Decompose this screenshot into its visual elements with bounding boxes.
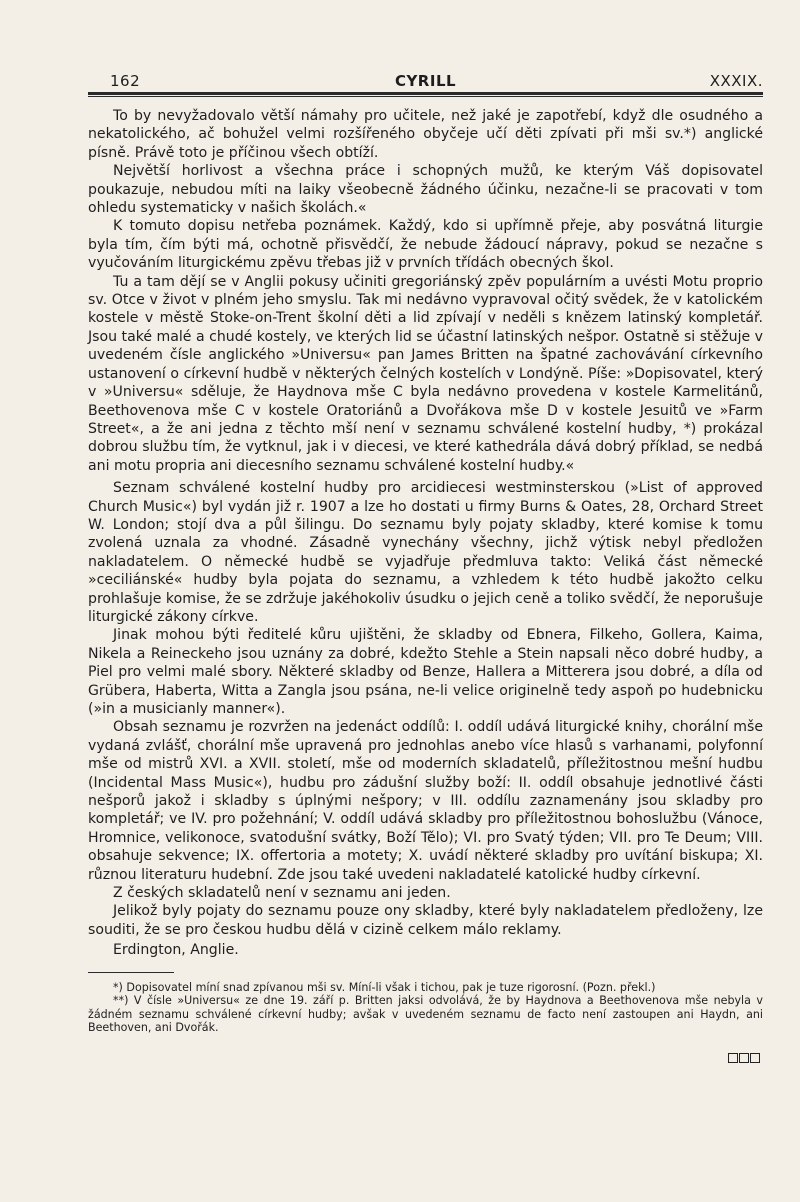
paragraph: Obsah seznamu je rozvržen na jedenáct oddílů: I. oddíl udává liturgické knihy, chorální mše vydaná zvlášť, chorální mše upravená pro jednohlas anebo více hlasů s varhanami, polyfonní mše od mistrů XVI. a XVII. století, mše od moderních skladatelů, příležitostnou mešní hudbu (Incidental Mass Music«), hudbu pro zádušní služby boží: II. oddíl obsahuje jednotlivé části nešporů jakož i skladby s úplnými nešpory; v III. oddílu zaznamenány jsou skladby pro kompletář; ve IV. pro požehnání; V. oddíl udává skladby pro příležitostnou bohoslužbu (Vánoce, Hromnice, velikonoce, svatodušní svátky, Boží Tělo); VI. pro Svatý týden; VII. pro Te Deum; VIII. obsahuje sekvence; IX. offertoria a motety; X. uvádí některé skladby pro uvítání biskupa; XI. různou literaturu hudební. Zde jsou také uvedeni nakladatelé katolické hudby církevní.: [88, 719, 763, 883]
running-title: CYRILL: [394, 72, 457, 90]
paragraph: K tomuto dopisu netřeba poznámek. Každý, kdo si upřímně přeje, aby posvátná liturgie byla tím, čím býti má, ochotně přisvědčí, že nebude žádoucí nápravy, pokud se nezačne s vyučováním liturgickému zpěvu třebas již v prvních třídách obecných škol.: [88, 218, 763, 272]
paragraph: To by nevyžadovalo větší námahy pro učitele, než jaké je zapotřebí, když dle osudného a nekatolického, ač bohužel velmi rozšířeného obyčeje učí děti zpívati při mši sv.*) anglické písně. Právě toto je příčinou všech obtíží.: [88, 108, 763, 161]
article-body: [88, 107, 763, 960]
page-number: 162: [110, 72, 141, 90]
end-mark-ornament: [727, 1052, 760, 1066]
square-ornament-icon: [750, 1053, 760, 1063]
paragraph: Tu a tam dějí se v Anglii pokusy učiniti gregoriánský zpěv populárním a uvésti Motu proprio sv. Otce v život v plném jeho smyslu. Tak mi nedávno vypravoval očitý svědek, že v katolickém kostele v městě Stoke-on-Trent školní děti a lid zpívají v neděli s knězem latinský kompletář. Jsou také malé a chudé kostely, ve kterých lid se účastní latinských nešpor. Ostatně si stěžuje v uvedeném čísle anglického »Universu« pan James Britten na špatné zachovávání církevního ustanovení o církevní hudbě v některých čelných kostelích v Londýně. Píše: »Dopisovatel, který v »Universu« sděluje, že Haydnova mše C byla nedávno provedena v kostele Karmelitánů, Beethovenova mše C v kostele Oratoriánů a Dvořákova mše D v kostele Jesuitů ve »Farm Street«, a že ani jedna z těchto mší není v seznamu schválené kostelní hudby, *) prokázal dobrou službu tím, že vytknul, jak i v diecesi, ve které kathedrála dává dobrý příklad, se nedbá ani motu propria ani diecesního seznamu schválené kostelní hudby.«: [88, 273, 763, 474]
paragraph: Seznam schválené kostelní hudby pro arcidiecesi westminsterskou (»List of approved Church Music«) byl vydán již r. 1907 a lze ho dostati u firmy Burns & Oates, 28, Orchard Street W. London; stojí dva a půl šilingu. Do seznamu byly pojaty skladby, které komise k tomu zvolená uznala za vhodné. Zásadně vynechány všechny, jichž výtisk nebyl předložen nakladatelem. O německé hudbě se vyjadřuje předmluva takto: Veliká část německé »ceciliánské« hudby byla pojata do seznamu, a vzhledem k této hudbě jakožto celku prohlašuje komise, že se zdržuje jakéhokoliv úsudku o jejich ceně a toliko svědčí, že neporušuje liturgické zákony církve.: [88, 480, 763, 625]
page: [88, 70, 763, 1035]
running-header: [88, 70, 763, 92]
square-ornament-icon: [739, 1053, 749, 1063]
paragraph: Jinak mohou býti ředitelé kůru ujištěni, že skladby od Ebnera, Filkeho, Gollera, Kaima, Nikela a Reineckeho jsou uznány za dobré, kdežto Stehle a Stein napsali něco dobré hudby, a Piel pro velmi malé sbory. Některé skladby od Benze, Hallera a Mitterera jsou dobré, a díla od Grübera, Haberta, Witta a Zangla jsou psána, ne-li velice originelně tedy aspoň po hudebnicku (»in a musicianly manner«).: [88, 627, 763, 717]
header-rule: [88, 92, 763, 97]
footnote: *) Dopisovatel míní snad zpívanou mši sv. Míní-li však i tichou, pak je tuze rigorosní. (Pozn. překl.): [113, 980, 656, 994]
paragraph: Největší horlivost a všechna práce i schopných mužů, ke kterým Váš dopisovatel poukazuje, nebudou míti na laiky všeobecně žádného účinku, nezačne-li se pracovati v tom ohledu systematicky v našich školách.«: [88, 163, 763, 217]
place-signature: Erdington, Anglie.: [113, 942, 239, 959]
paragraph: Jelikož byly pojaty do seznamu pouze ony skladby, které byly nakladatelem předloženy, lze souditi, že se pro českou hudbu dělá v cizině celkem málo reklamy.: [88, 903, 763, 938]
paragraph: Z českých skladatelů není v seznamu ani jeden.: [113, 885, 451, 902]
footnote: **) V čísle »Universu« ze dne 19. září p. Britten jaksi odvolává, že by Haydnova a Beethovenova mše nebyla v žádném seznamu schválené církevní hudby; avšak v uvedeném seznamu de facto není zastoupen ani Haydn, ani Beethoven, ani Dvořák.: [88, 994, 763, 1035]
footnote-rule: [88, 972, 174, 973]
square-ornament-icon: [728, 1053, 738, 1063]
volume-number: XXXIX.: [709, 72, 763, 90]
